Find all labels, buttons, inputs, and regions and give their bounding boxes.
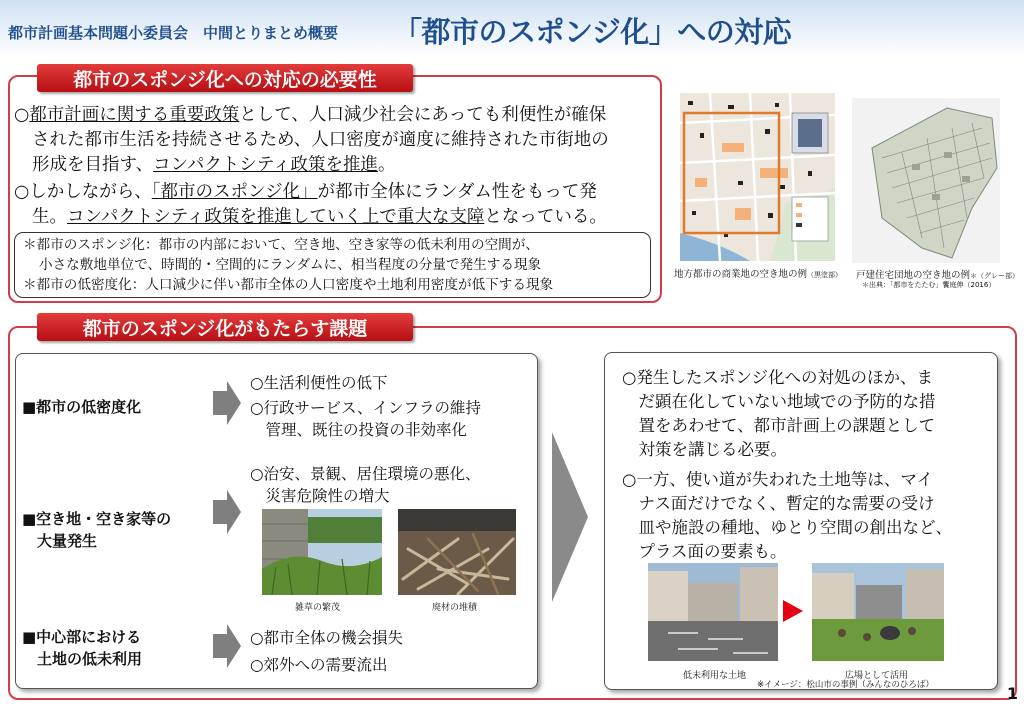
necessity-section-tab: 都市のスポンジ化への対応の必要性 [37,64,413,92]
plaza-photo [812,563,944,661]
issue-central-land-item: ○郊外への需要流出 [250,656,388,674]
issue-vacant-land-item: ○治安、景観、居住環境の悪化、 [250,465,481,483]
weeds-photo-caption: 雑草の繁茂 [295,603,341,613]
definition-sponge: ＊都市のスポンジ化：都市の内部において、空き地、空き家等の低未利用の空間が、 [23,237,539,253]
response-text: ○発生したスポンジ化への対処のほか、ま だ顕在化していない地域での予防的な措 置をあわせて、都市計画上の課題として 対策を講じる必要。 ○一方、使い道が失われた土地等は、マイ ナス面だけでなく、暫定的な需要の受け 皿や施設の種地、ゆとり空間の創出など、 プラス面の要素も。 [622,368,952,561]
housing-map-source: ＊出典：「都市をたたむ」饗庭伸（2016） [862,281,996,289]
document-subtitle: 都市計画基本問題小委員会 中間とりまとめ概要 [8,24,339,42]
issue-low-density-item: ○行政サービス、インフラの維持 [250,399,481,417]
definition-low-density: ＊都市の低密度化：人口減少に伴い都市全体の人口密度や土地利用密度が低下する現象 [23,277,554,293]
debris-photo [398,509,516,595]
issues-section-tab: 都市のスポンジ化がもたらす課題 [37,313,413,341]
weeds-photo [262,509,382,595]
chevron-right-icon [213,624,241,668]
document-title: 「都市のスポンジ化」への対応 [393,15,792,49]
issue-vacant-land-item: 災害危険性の増大 [250,487,390,505]
triangle-right-icon [783,600,803,622]
issue-low-density-item: ○生活利便性の低下 [250,374,388,392]
debris-photo-caption: 廃材の堆積 [432,603,478,613]
chevron-right-icon [213,381,241,425]
issue-low-density: ■都市の低密度化 [22,398,142,416]
page-number: 1 [1006,684,1018,703]
necessity-paragraph-1: ○都市計画に関する重要政策として、人口減少社会にあっても利便性が確保 された都市生活を持続させるため、人口密度が適度に維持された市街地の 形成を目指す、コンパクトシティ政策を推進。 [14,105,609,175]
definition-sponge-cont: 小さな敷地単位で、時間的・空間的にランダムに、相当程度の分量で発生する現象 [39,257,542,273]
large-arrow-right-icon [552,432,588,602]
plaza-caption: 広場として活用 [845,671,909,681]
chevron-right-icon [213,490,241,534]
vacant-lot-caption: 低未利用な土地 [683,671,747,681]
vacant-lot-photo [648,563,778,661]
necessity-paragraph-2: ○しかしながら、「都市のスポンジ化」が都市全体にランダム性をもって発 生。コンパクトシティ政策を推進していく上で重大な支障となっている。 [14,182,607,227]
commercial-district-map-image [680,93,835,261]
issue-central-land-item: ○都市全体の機会損失 [250,629,404,647]
commercial-map-caption: 地方都市の商業地の空き地の例（黒塗部） [674,269,843,280]
housing-map-caption: 戸建住宅団地の空き地の例＊（グレー部） [856,270,1020,281]
issue-low-density-item: 管理、既往の投資の非効率化 [250,421,468,439]
housing-estate-map-image [852,98,1000,263]
issue-vacant-land: ■空き地・空き家等の 大量発生 [22,510,172,550]
definitions-box [14,232,651,298]
image-example-note: ※イメージ：松山市の事例（みんなのひろば） [757,680,934,690]
issue-central-land: ■中心部における 土地の低未利用 [22,628,143,668]
